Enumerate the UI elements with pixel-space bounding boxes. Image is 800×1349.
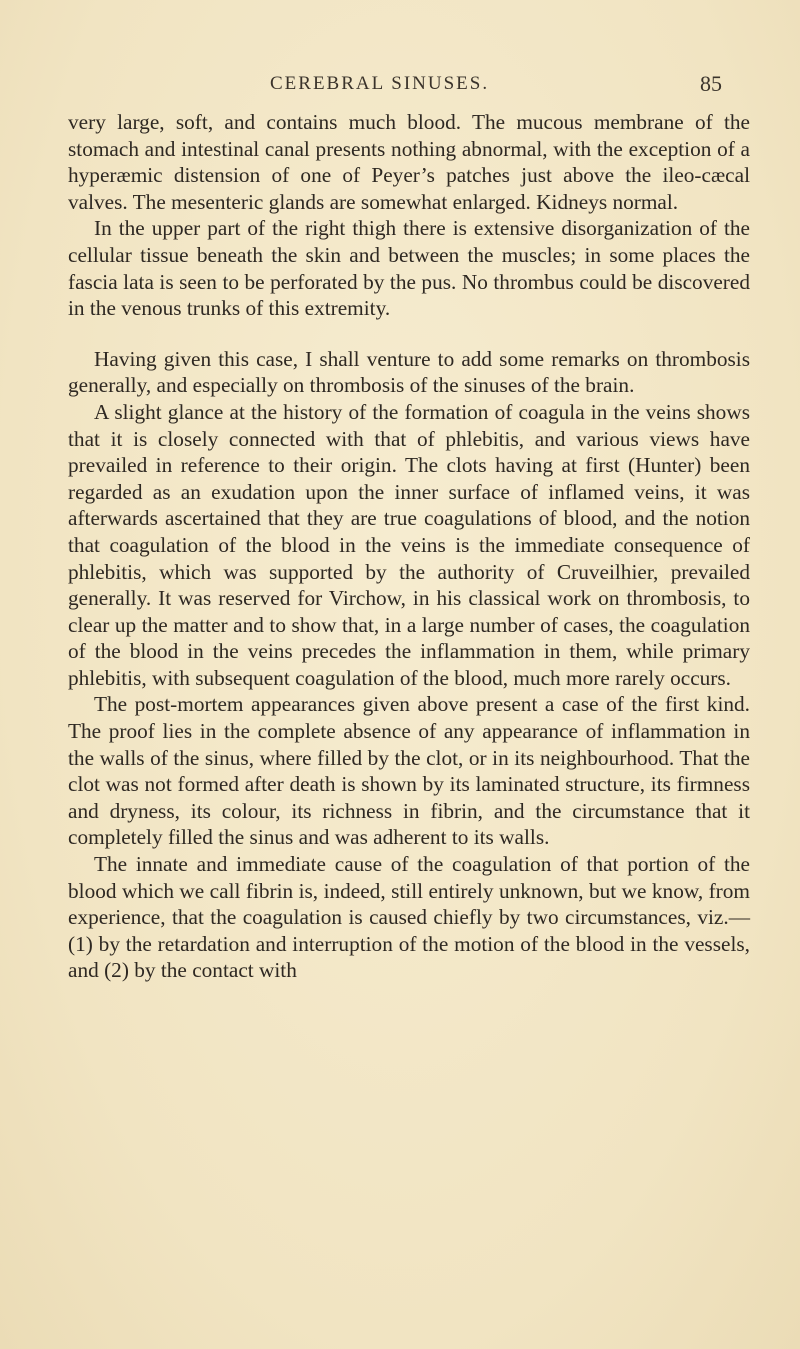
paragraph: very large, soft, and contains much blood. The mucous membrane of the stomach and intestinal canal presents nothing abnormal, with the exception of a hyperæmic distension of one of Peyer’s patches just above the ileo-cæcal valves. The mesenteric glands are somewhat enlarged. Kidneys normal.	[68, 110, 750, 214]
paragraph: The innate and immediate cause of the coagulation of that portion of the blood which we call fibrin is, indeed, still entirely unknown, but we know, from experience, that the coagulation is caused chiefly by two circumstances, viz.—(1) by the retardation and interruption of the motion of the blood in the vessels, and (2) by the contact with	[68, 852, 750, 983]
paragraph: Having given this case, I shall venture to add some remarks on thrombosis generally, and especially on thrombosis of the sinuses of the brain.	[68, 346, 750, 398]
body-text	[68, 109, 750, 984]
paragraph: In the upper part of the right thigh there is extensive disorganization of the cellular tissue beneath the skin and between the muscles; in some places the fascia lata is seen to be perforated by the pus. No thrombus could be discovered in the venous trunks of this extremity.	[68, 216, 750, 321]
running-title: CEREBRAL SINUSES.	[270, 73, 490, 94]
page-header	[0, 73, 800, 103]
page-number: 85	[700, 71, 722, 96]
paragraph: The post-mortem appearances given above present a case of the first kind. The proof lies in the complete absence of any appearance of inflammation in the walls of the sinus, where filled by the clot, or in its neighbourhood. That the clot was not formed after death is shown by its laminated structure, its firmness and dryness, its colour, its richness in fibrin, and the circumstance that it completely filled the sinus and was adherent to its walls.	[68, 692, 750, 850]
paragraph: A slight glance at the history of the formation of coagula in the veins shows that it is closely connected with that of phlebitis, and various views have prevailed in reference to their origin. The clots having at first (Hunter) been regarded as an exudation upon the inner surface of inflamed veins, it was afterwards ascertained that they are true coagulations of blood, and the notion that coagulation of the blood in the veins is the immediate consequence of phlebitis, which was supported by the authority of Cruveilhier, prevailed generally. It was reserved for Virchow, in his classical work on thrombosis, to clear up the matter and to show that, in a large number of cases, the coagulation of the blood in the veins precedes the inflammation in them, while primary phlebitis, with subsequent coagulation of the blood, much more rarely occurs.	[68, 399, 750, 690]
